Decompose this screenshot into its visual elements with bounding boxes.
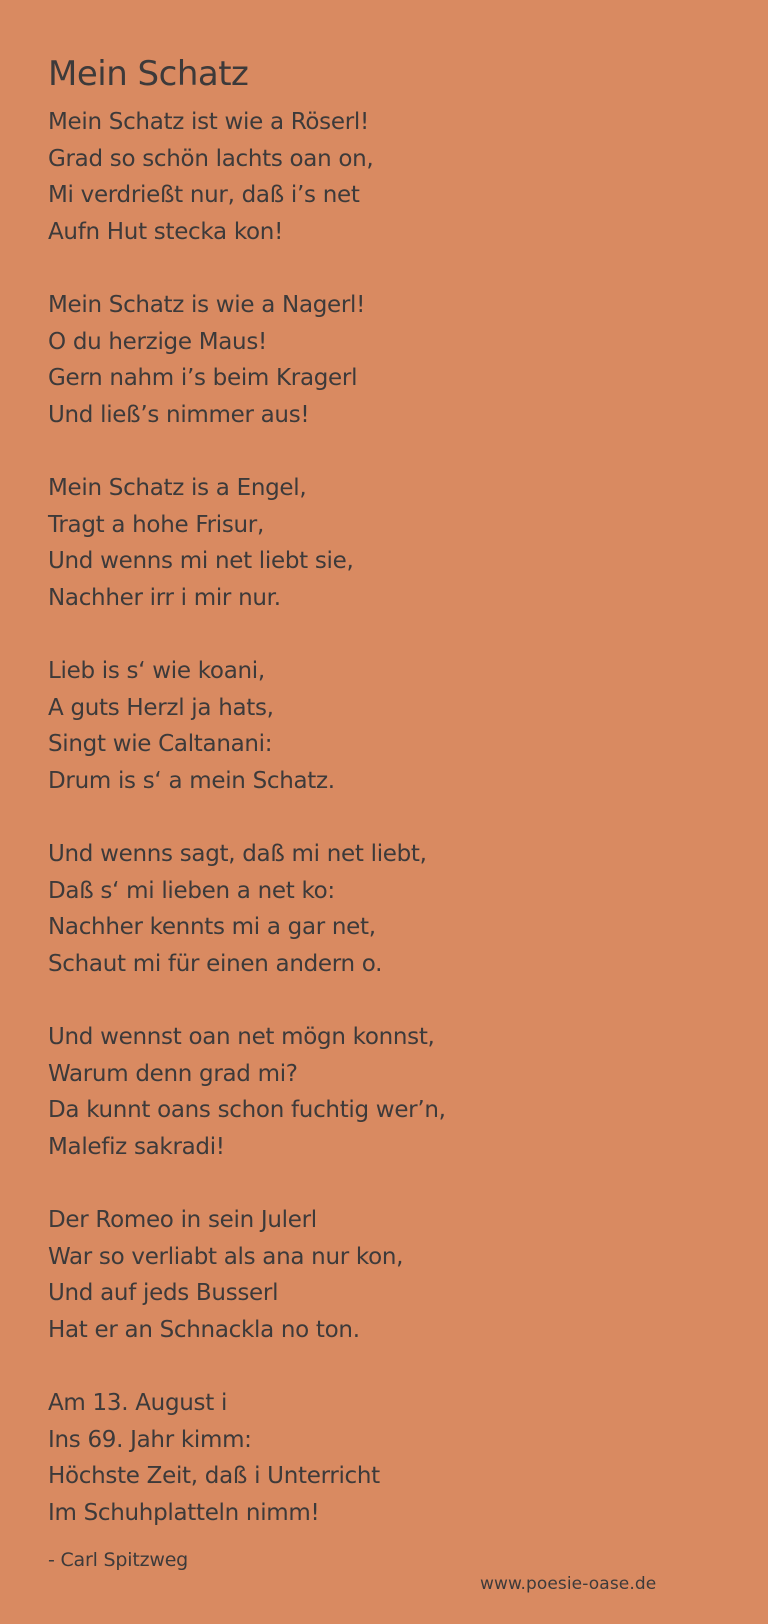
poem-line: Aufn Hut stecka kon! [48,218,283,245]
stanza-1 [48,104,728,250]
poem-line: Schaut mi für einen andern o. [48,950,383,977]
poem-line: O du herzige Maus! [48,328,267,355]
stanza-8 [48,1385,728,1531]
poem-line: Tragt a hohe Frisur, [48,511,264,538]
stanza-7 [48,1202,728,1348]
poem-line: Mein Schatz ist wie a Röserl! [48,109,369,135]
website-url: www.poesie-oase.de [480,1574,657,1594]
poem-line: Malefiz sakradi! [48,1133,225,1160]
poem-line: Und ließ’s nimmer aus! [48,401,310,428]
poem-line: Und wenns sagt, daß mi net liebt, [48,841,427,867]
poem-line: Warum denn grad mi? [48,1060,298,1087]
poem-line: Und wennst oan net mögn konnst, [48,1024,435,1050]
poem-line: Höchste Zeit, daß i Unterricht [48,1463,380,1489]
poem-line: Daß s‘ mi lieben a net ko: [48,877,335,904]
poem-line: Ins 69. Jahr kimm: [48,1426,252,1453]
poem-line: Drum is s‘ a mein Schatz. [48,767,335,794]
poem-line: Und wenns mi net liebt sie, [48,548,354,574]
poem-line: Am 13. August i [48,1390,228,1416]
poem-line: Mein Schatz is a Engel, [48,475,307,501]
stanza-4 [48,653,728,799]
poem-line: Da kunnt oans schon fuchtig wer’n, [48,1097,446,1123]
poem-line: Im Schuhplatteln nimm! [48,1499,320,1526]
poem-line: Mi verdrießt nur, daß i’s net [48,182,360,208]
poem-line: Hat er an Schnackla no ton. [48,1316,360,1343]
poem-line: Und auf jeds Busserl [48,1280,279,1306]
poem-body [48,104,728,1568]
poem-line: Gern nahm i’s beim Kragerl [48,365,358,391]
poem-line: Singt wie Caltanani: [48,731,273,757]
poem-line: Nachher irr i mir nur. [48,584,281,611]
stanza-3 [48,470,728,616]
author-credit: - Carl Spitzweg [48,1549,189,1571]
poem-title: Mein Schatz [48,54,249,94]
poem-line: A guts Herzl ja hats, [48,694,274,721]
stanza-2 [48,287,728,433]
stanza-6 [48,1019,728,1165]
poem-line: Der Romeo in sein Julerl [48,1207,317,1233]
poem-line: War so verliabt als ana nur kon, [48,1243,404,1270]
poem-line: Lieb is s‘ wie koani, [48,658,265,684]
stanza-5 [48,836,728,982]
poem-line: Nachher kennts mi a gar net, [48,914,376,940]
poem-line: Mein Schatz is wie a Nagerl! [48,292,366,318]
poem-line: Grad so schön lachts oan on, [48,145,374,172]
